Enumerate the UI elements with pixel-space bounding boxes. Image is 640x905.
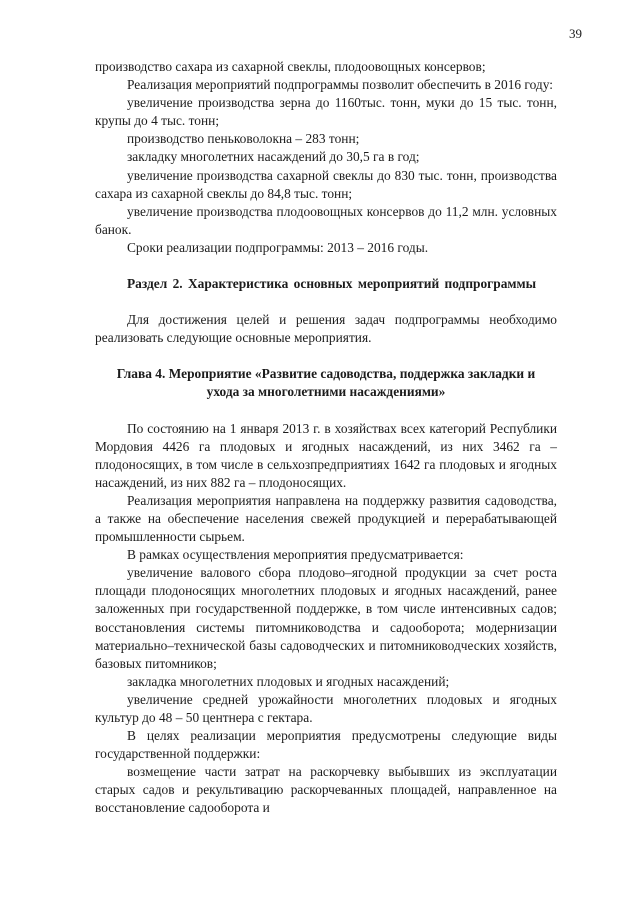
chapter-paragraph: увеличение средней урожайности многолетних плодовых и ягодных культур до 48 – 50 центнера с гектара.	[95, 691, 557, 725]
intro-paragraph: увеличение производства сахарной свеклы до 830 тыс. тонн, производства сахара из сахарной свеклы до 84,8 тыс. тонн;	[95, 167, 557, 201]
chapter-paragraph: По состоянию на 1 января 2013 г. в хозяйствах всех категорий Республики Мордовия 4426 га плодовых и ягодных насаждений, из них 3462 га – плодоносящих, в том числе в сельхозпредприятиях 1642 га плодовых и ягодных насаждений, из них 882 га – плодоносящих.	[95, 420, 557, 490]
intro-paragraph: увеличение производства плодоовощных консервов до 11,2 млн. условных банок.	[95, 203, 557, 237]
page-number: 39	[569, 26, 582, 41]
intro-paragraph: производство сахара из сахарной свеклы, плодоовощных консервов;	[95, 59, 486, 74]
section-heading	[95, 275, 557, 293]
intro-paragraph: закладку многолетних насаждений до 30,5 га в год;	[127, 149, 420, 165]
chapter-paragraph: увеличение валового сбора плодово–ягодной продукции за счет роста площади плодоносящих многолетних плодовых и ягодных насаждений, ранее заложенных при государственной поддержке, в том числе интенсивных садов; восстановления системы питомниководства и садооборота; модернизации материально–технической базы садоводческих и питомниководческих хозяйств, базовых питомников;	[95, 565, 557, 671]
chapter-paragraph: закладка многолетних плодовых и ягодных насаждений;	[127, 673, 450, 689]
chapter-paragraph: В рамках осуществления мероприятия предусматривается:	[127, 547, 464, 563]
intro-paragraph: Реализация мероприятий подпрограммы позволит обеспечить в 2016 году:	[127, 77, 553, 93]
chapter-title: Глава 4. Мероприятие «Развитие садоводства, поддержка закладки и ухода за многолетними насаждениями»	[116, 366, 536, 400]
chapter-paragraph: В целях реализации мероприятия предусмотрены следующие виды государственной поддержки:	[95, 728, 557, 762]
section-heading-text: Раздел 2. Характеристика основных мероприятий подпрограммы	[127, 276, 537, 292]
chapter-paragraph: возмещение части затрат на раскорчевку выбывших из эксплуатации старых садов и рекультивацию раскорчеванных площадей, направленное на восстановление садооборота и	[95, 764, 557, 816]
section-paragraph: Для достижения целей и решения задач подпрограммы необходимо реализовать следующие основные мероприятия.	[95, 312, 557, 346]
intro-paragraph: увеличение производства зерна до 1160тыс. тонн, муки до 15 тыс. тонн, крупы до 4 тыс. тонн;	[95, 95, 557, 129]
intro-paragraph: Сроки реализации подпрограммы: 2013 – 2016 годы.	[127, 239, 429, 255]
chapter-paragraph: Реализация мероприятия направлена на поддержку развития садоводства, а также на обеспечение населения свежей продукцией и перерабатывающей промышленности сырьем.	[95, 492, 557, 545]
intro-paragraph: производство пеньковолокна – 283 тонн;	[127, 131, 360, 147]
document-body	[95, 58, 557, 818]
